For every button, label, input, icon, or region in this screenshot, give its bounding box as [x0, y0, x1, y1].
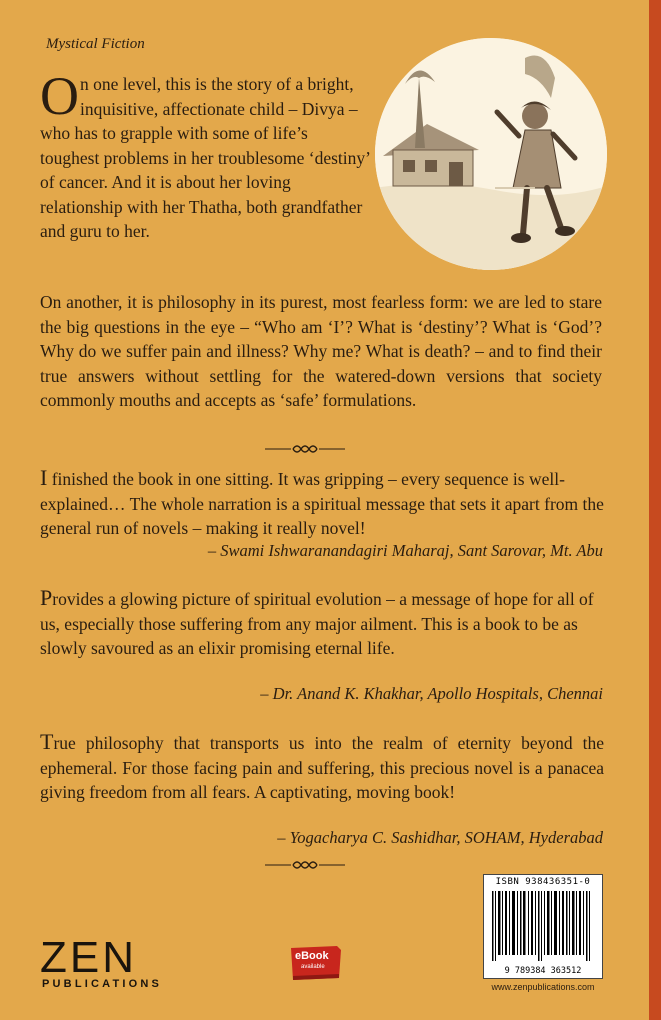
- intro-text: n one level, this is the story of a bright, inquisitive, affectionate child – Divya – who has to grapple with some of life’s toughest problems in her troublesome ‘destiny’ of cancer. And it is about her loving relationship with her Thatha, both grandfather and guru to her.: [40, 74, 370, 241]
- review-quote-1: [40, 466, 604, 541]
- ebook-available: available: [301, 964, 325, 970]
- ebook-badge: [289, 946, 343, 982]
- quote-cap: T: [40, 729, 54, 754]
- girl-and-house-illustration: [375, 38, 607, 270]
- quote-text: rovides a glowing picture of spiritual evolution – a message of hope for all of us, especially those suffering from any major ailment. This is a book to be as slowly savoured as an elixir promising eternal life.: [40, 589, 594, 658]
- quote-cap: P: [40, 585, 53, 610]
- review-quote-3: [40, 730, 604, 805]
- publisher-logo: [40, 933, 190, 990]
- barcode-icon: [490, 891, 596, 961]
- quote-text: finished the book in one sitting. It was gripping – every sequence is well-explained… The whole narration is a spiritual message that sets it apart from the general run of novels – making it really novel!: [40, 469, 604, 538]
- genre-label: Mystical Fiction: [46, 36, 145, 52]
- barcode-number: 9 789384 363512: [504, 966, 582, 976]
- cover-illustration: [375, 38, 607, 270]
- ornament-divider-icon: [265, 858, 345, 872]
- drop-cap: O: [40, 66, 79, 126]
- ornament-divider-icon: [265, 442, 345, 456]
- quote-text: rue philosophy that transports us into the realm of eternity beyond the ephemeral. For those facing pain and suffering, this precious novel is a panacea giving freedom from all fears. A captivating, moving book!: [40, 733, 604, 802]
- intro-paragraph: [40, 66, 370, 244]
- quote-cap: I: [40, 465, 48, 490]
- quote-attribution: – Yogacharya C. Sashidhar, SOHAM, Hyderabad: [277, 828, 603, 847]
- barcode-box: [483, 874, 603, 979]
- review-quote-2: [40, 586, 604, 661]
- spine-strip: [649, 0, 661, 1020]
- logo-subtitle: PUBLICATIONS: [42, 978, 163, 990]
- philosophy-paragraph: On another, it is philosophy in its purest, most fearless form: we are led to stare the big questions in the eye – “Who am ‘I’? What is ‘destiny’? What is ‘God’? Why do we suffer pain and illness? Why me? What is death? – and to find their true answers without settling for the watered-down versions that society commonly mouths and accepts as ‘safe’ formulations.: [40, 292, 602, 410]
- logo-wordmark: ZEN: [40, 933, 137, 982]
- publisher-website: www.zenpublications.com: [491, 982, 595, 992]
- quote-attribution: – Swami Ishwaranandagiri Maharaj, Sant Sarovar, Mt. Abu: [207, 541, 603, 560]
- ebook-label: eBook: [295, 950, 329, 962]
- isbn-label: ISBN 938436351-0: [495, 877, 591, 887]
- quote-attribution: – Dr. Anand K. Khakhar, Apollo Hospitals, Chennai: [260, 684, 603, 703]
